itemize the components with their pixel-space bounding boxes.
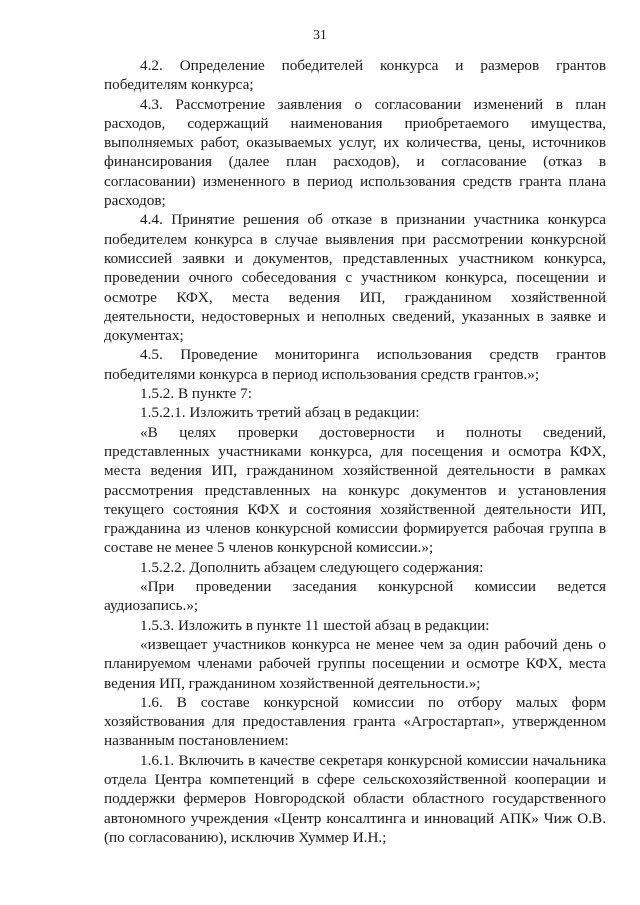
paragraph-4-2: 4.2. Определение победителей конкурса и размеров грантов победителям конкурса;	[104, 57, 606, 94]
document-body	[104, 56, 606, 847]
paragraph-quote-notification: «извещает участников конкурса не менее чем за один рабочий день о планируемом членами рабочей группы посещении и осмотре КФХ, места ведения ИП, гражданином хозяйственной деятельности.»;	[104, 635, 606, 692]
paragraph-1-5-2: 1.5.2. В пункте 7:	[140, 385, 252, 403]
paragraph-quote-audio-recording: «При проведении заседания конкурсной комиссии ведется аудиозапись.»;	[104, 578, 606, 615]
paragraph-quote-working-group: «В целях проверки достоверности и полноты сведений, представленных участниками конкурса, для посещения и осмотра КФХ, места ведения ИП, гражданином хозяйственной деятельности в рамках рассмотрения представленных на конкурс документов и установления текущего состояния КФХ и состояния хозяйственной деятельности ИП, гражданина из членов конкурсной комиссии формируется рабочая группа в составе не менее 5 членов конкурсной комиссии.»;	[104, 423, 606, 557]
paragraph-1-6: 1.6. В составе конкурсной комиссии по отбору малых форм хозяйствования для предоставления гранта «Агростартап», утвержденном названным постановлением:	[104, 693, 606, 750]
paragraph-1-5-3: 1.5.3. Изложить в пункте 11 шестой абзац в редакции:	[140, 616, 490, 634]
paragraph-1-5-2-2: 1.5.2.2. Дополнить абзацем следующего содержания:	[140, 558, 484, 576]
paragraph-4-3: 4.3. Рассмотрение заявления о согласовании изменений в план расходов, содержащий наименования приобретаемого имущества, выполняемых работ, оказываемых услуг, их количества, цены, источников финансирования (далее план расходов), и согласование (отказ в согласовании) измененного в период использования средств гранта плана расходов;	[104, 95, 606, 210]
paragraph-1-6-1: 1.6.1. Включить в качестве секретаря конкурсной комиссии начальника отдела Центра компетенций в сфере сельскохозяйственной кооперации и поддержки фермеров Новгородской области областного государственного автономного учреждения «Центр консалтинга и инноваций АПК» Чиж О.В. (по согласованию), исключив Хуммер И.Н.;	[104, 751, 606, 846]
paragraph-1-5-2-1: 1.5.2.1. Изложить третий абзац в редакции:	[140, 404, 420, 422]
paragraph-4-5: 4.5. Проведение мониторинга использования средств грантов победителями конкурса в период использования средств грантов.»;	[104, 346, 606, 383]
page-number: 31	[313, 27, 327, 42]
paragraph-4-4: 4.4. Принятие решения об отказе в признании участника конкурса победителем конкурса в случае выявления при рассмотрении конкурсной комиссией заявки и документов, представленных участником конкурса, проведении очного собеседования с участником конкурса, посещении и осмотре КФХ, места ведения ИП, гражданином хозяйственной деятельности, недостоверных и неполных сведений, указанных в заявке и документах;	[104, 211, 606, 345]
